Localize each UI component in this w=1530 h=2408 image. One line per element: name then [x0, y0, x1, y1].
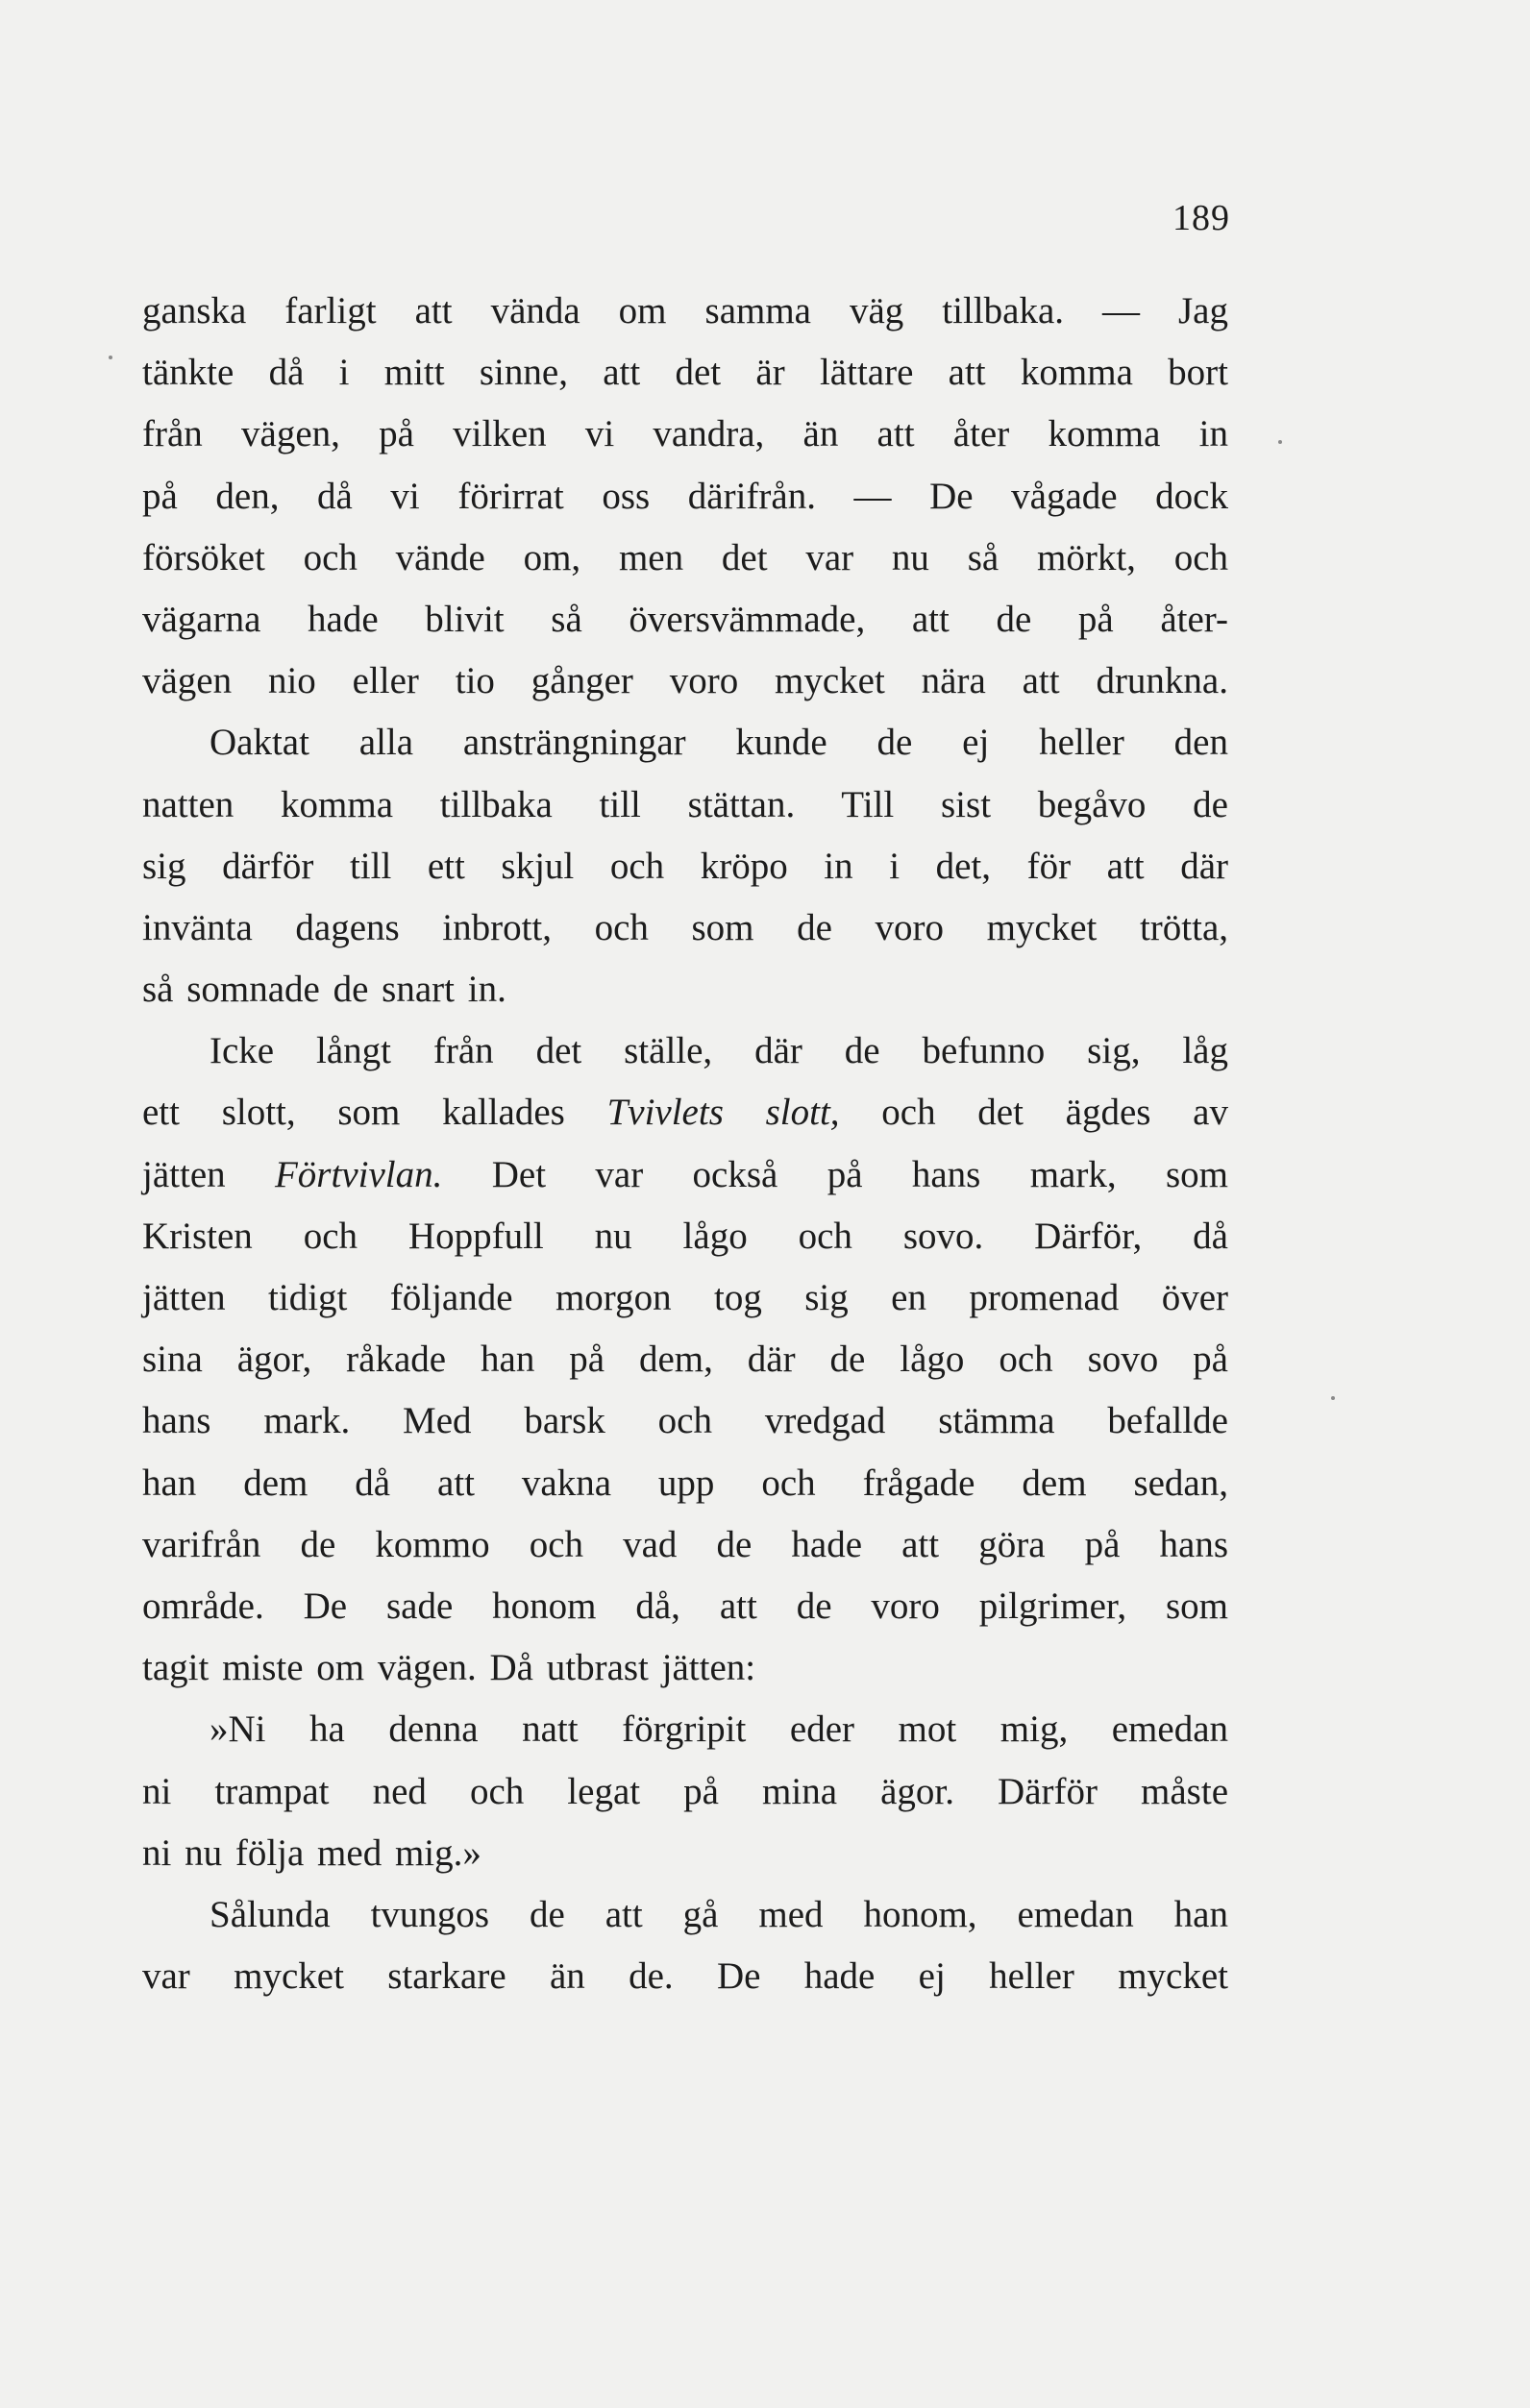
text-line: ni nu följa med mig.»: [142, 1831, 481, 1874]
text-line: så somnade de snart in.: [142, 969, 506, 1011]
text-line: han dem då att vakna upp och frågade dem sedan,: [142, 1462, 1228, 1504]
text-line: vägarna hade blivit så översvämmade, att de på åter-: [142, 598, 1228, 640]
text-line: jätten tidigt följande morgon tog sig en promenad över: [142, 1277, 1228, 1318]
text-line: sig därför till ett skjul och kröpo in i det, för att där: [142, 845, 1228, 887]
text-line: område. De sade honom då, att de voro pilgrimer, som: [142, 1585, 1228, 1627]
text-line: ganska farligt att vända om samma väg tillbaka. — Jag: [142, 290, 1228, 332]
text-segment: ett slott, som kallades: [142, 1092, 607, 1134]
text-line: Sålunda tvungos de att gå med honom, emedan han: [210, 1893, 1228, 1935]
text-line: var mycket starkare än de. De hade ej heller mycket: [142, 1955, 1228, 1998]
body-text: [142, 281, 1228, 2007]
text-line: från vägen, på vilken vi vandra, än att åter komma in: [142, 413, 1228, 455]
text-line: varifrån de kommo och vad de hade att göra på hans: [142, 1523, 1228, 1565]
text-segment: jätten: [142, 1153, 275, 1195]
text-segment: Det var också på hans mark, som: [442, 1153, 1228, 1195]
italic-name: Tvivlets slott,: [606, 1092, 840, 1134]
text-line: [142, 1144, 1228, 1206]
text-line: Oaktat alla ansträngningar kunde de ej heller den: [210, 722, 1228, 764]
text-line: Kristen och Hoppfull nu lågo och sovo. Därför, då: [142, 1215, 1228, 1257]
text-segment: och det ägdes av: [839, 1092, 1228, 1134]
text-line: sina ägor, råkade han på dem, där de lågo och sovo på: [142, 1339, 1228, 1381]
print-speck: [1331, 1396, 1335, 1400]
print-speck: [1278, 440, 1282, 444]
text-line: [142, 1020, 1228, 1082]
text-line: ni trampat ned och legat på mina ägor. Därför måste: [142, 1770, 1228, 1812]
text-line: tänkte då i mitt sinne, att det är lättare att komma bort: [142, 352, 1228, 394]
text-line: vägen nio eller tio gånger voro mycket nära att drunkna.: [142, 660, 1228, 702]
page-number: 189: [1172, 198, 1230, 238]
text-line: »Ni ha denna natt förgripit eder mot mig, emedan: [210, 1708, 1228, 1751]
text-line: på den, då vi förirrat oss därifrån. — De vågade dock: [142, 475, 1228, 517]
text-line: tagit miste om vägen. Då utbrast jätten:: [142, 1647, 756, 1689]
text-line: hans mark. Med barsk och vredgad stämma befallde: [142, 1400, 1228, 1442]
text-segment: Icke långt från det ställe, där de befunno sig, låg: [210, 1030, 1228, 1072]
text-line: [142, 1082, 1228, 1143]
italic-name: Förtvivlan.: [274, 1153, 443, 1195]
print-speck: [109, 356, 112, 359]
text-line: invänta dagens inbrott, och som de voro mycket trötta,: [142, 906, 1228, 948]
text-line: natten komma tillbaka till stättan. Till sist begåvo de: [142, 783, 1228, 825]
text-line: försöket och vände om, men det var nu så mörkt, och: [142, 536, 1228, 578]
